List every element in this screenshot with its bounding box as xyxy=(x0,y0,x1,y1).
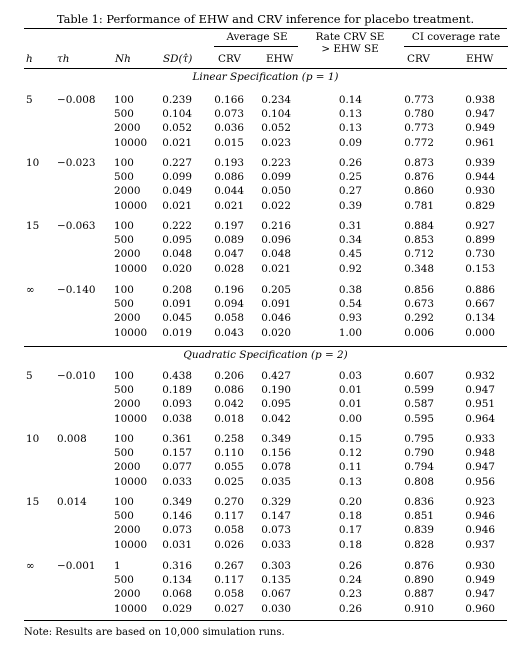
cell-crv-se: 0.073 xyxy=(214,108,244,121)
cell-ehw-se: 0.099 xyxy=(261,171,291,184)
cell-rate: 0.31 xyxy=(338,220,362,232)
cell-sd: 0.189 xyxy=(162,384,192,397)
cell-crv-se: 0.028 xyxy=(214,262,244,275)
cell-rate: 0.20 xyxy=(338,496,362,508)
cell-n: 100 xyxy=(114,220,134,232)
cell-h: 5 xyxy=(26,370,33,382)
cell-rate: 0.12 xyxy=(338,447,362,460)
cell-rate: 0.17 xyxy=(338,524,362,537)
cell-n: 10000 xyxy=(114,262,148,275)
cell-crv-se: 0.027 xyxy=(214,602,244,615)
cell-ehw-ci: 0.961 xyxy=(465,136,495,149)
cell-rate: 0.13 xyxy=(338,108,362,121)
cell-n: 2000 xyxy=(114,524,141,537)
cell-ehw-ci: 0.956 xyxy=(465,475,495,488)
cell-crv-se: 0.026 xyxy=(214,538,244,551)
cell-rate: 0.01 xyxy=(338,398,362,411)
cell-crv-se: 0.055 xyxy=(214,461,244,474)
header-sd: SD(τ̂) xyxy=(163,53,193,65)
section-rule xyxy=(24,346,507,347)
cell-h: ∞ xyxy=(26,560,35,572)
cell-ehw-ci: 0.951 xyxy=(465,398,495,411)
cell-sd: 0.222 xyxy=(162,220,192,232)
cell-ehw-ci: 0.947 xyxy=(465,384,495,397)
cell-ehw-se: 0.349 xyxy=(261,433,291,445)
cell-ehw-se: 0.042 xyxy=(261,412,291,425)
cell-ehw-ci: 0.134 xyxy=(465,312,495,325)
cmidrule-ci xyxy=(404,46,508,47)
cell-ehw-ci: 0.949 xyxy=(465,122,495,135)
cell-rate: 0.18 xyxy=(338,510,362,523)
cell-crv-ci: 0.876 xyxy=(404,560,434,572)
cell-sd: 0.033 xyxy=(162,475,192,488)
cell-crv-ci: 0.794 xyxy=(404,461,434,474)
header-n: Nh xyxy=(115,53,131,65)
cell-tau: −0.010 xyxy=(57,370,96,382)
cell-sd: 0.038 xyxy=(162,412,192,425)
cell-crv-ci: 0.853 xyxy=(404,234,434,247)
cell-ehw-ci: 0.944 xyxy=(465,171,495,184)
cell-ehw-se: 0.147 xyxy=(261,510,291,523)
header-ci-coverage: CI coverage rate xyxy=(411,31,501,43)
cell-ehw-ci: 0.000 xyxy=(465,326,495,339)
cell-rate: 0.93 xyxy=(338,312,362,325)
cell-tau: −0.140 xyxy=(57,284,96,296)
cell-ehw-ci: 0.947 xyxy=(465,588,495,601)
header-crv-se: CRV xyxy=(218,53,241,65)
cell-rate: 0.45 xyxy=(338,248,362,261)
cell-rate: 0.26 xyxy=(338,602,362,615)
cell-rate: 0.09 xyxy=(338,136,362,149)
cell-crv-ci: 0.772 xyxy=(404,136,434,149)
cell-crv-ci: 0.808 xyxy=(404,475,434,488)
cell-n: 500 xyxy=(114,574,134,587)
cell-ehw-se: 0.020 xyxy=(261,326,291,339)
cell-ehw-se: 0.046 xyxy=(261,312,291,325)
cell-ehw-ci: 0.939 xyxy=(465,157,495,169)
cell-ehw-se: 0.329 xyxy=(261,496,291,508)
cell-ehw-ci: 0.829 xyxy=(465,199,495,212)
cell-sd: 0.227 xyxy=(162,157,192,169)
header-ehw-se: EHW xyxy=(266,53,294,65)
cell-crv-ci: 0.292 xyxy=(404,312,434,325)
cell-h: ∞ xyxy=(26,284,35,296)
cell-sd: 0.146 xyxy=(162,510,192,523)
header-average-se: Average SE xyxy=(226,31,288,43)
cell-crv-ci: 0.780 xyxy=(404,108,434,121)
cell-n: 2000 xyxy=(114,398,141,411)
cell-crv-ci: 0.607 xyxy=(404,370,434,382)
cell-ehw-ci: 0.899 xyxy=(465,234,495,247)
cell-n: 10000 xyxy=(114,602,148,615)
cell-crv-se: 0.089 xyxy=(214,234,244,247)
cell-n: 2000 xyxy=(114,248,141,261)
cell-sd: 0.052 xyxy=(162,122,192,135)
cell-sd: 0.021 xyxy=(162,199,192,212)
cell-crv-se: 0.206 xyxy=(214,370,244,382)
cell-crv-se: 0.042 xyxy=(214,398,244,411)
cell-crv-ci: 0.828 xyxy=(404,538,434,551)
cell-crv-se: 0.058 xyxy=(214,524,244,537)
cell-ehw-ci: 0.930 xyxy=(465,560,495,572)
cell-ehw-se: 0.234 xyxy=(261,94,291,106)
cell-ehw-ci: 0.886 xyxy=(465,284,495,296)
cell-crv-ci: 0.587 xyxy=(404,398,434,411)
cell-crv-ci: 0.781 xyxy=(404,199,434,212)
cell-rate: 0.25 xyxy=(338,171,362,184)
cell-ehw-ci: 0.948 xyxy=(465,447,495,460)
cell-ehw-se: 0.096 xyxy=(261,234,291,247)
cell-sd: 0.049 xyxy=(162,185,192,198)
cell-sd: 0.438 xyxy=(162,370,192,382)
cell-crv-se: 0.018 xyxy=(214,412,244,425)
cell-crv-ci: 0.887 xyxy=(404,588,434,601)
cell-crv-se: 0.044 xyxy=(214,185,244,198)
cell-rate: 0.26 xyxy=(338,157,362,169)
cell-crv-ci: 0.599 xyxy=(404,384,434,397)
cell-n: 100 xyxy=(114,284,134,296)
cell-crv-se: 0.193 xyxy=(214,157,244,169)
cell-crv-ci: 0.851 xyxy=(404,510,434,523)
cell-ehw-ci: 0.932 xyxy=(465,370,495,382)
header-h: h xyxy=(26,53,33,65)
cell-crv-ci: 0.839 xyxy=(404,524,434,537)
cell-ehw-se: 0.104 xyxy=(261,108,291,121)
cell-rate: 0.23 xyxy=(338,588,362,601)
section-title: Quadratic Specification (p = 2) xyxy=(183,349,348,361)
cell-sd: 0.019 xyxy=(162,326,192,339)
cell-rate: 1.00 xyxy=(338,326,362,339)
cell-crv-se: 0.094 xyxy=(214,298,244,311)
cell-ehw-se: 0.156 xyxy=(261,447,291,460)
cell-crv-ci: 0.836 xyxy=(404,496,434,508)
cell-ehw-se: 0.048 xyxy=(261,248,291,261)
cell-rate: 0.14 xyxy=(338,94,362,106)
cell-rate: 0.18 xyxy=(338,538,362,551)
cell-rate: 0.38 xyxy=(338,284,362,296)
cell-ehw-se: 0.052 xyxy=(261,122,291,135)
cell-tau: −0.023 xyxy=(57,157,96,169)
cell-crv-se: 0.025 xyxy=(214,475,244,488)
cell-h: 15 xyxy=(26,496,40,508)
cell-crv-se: 0.267 xyxy=(214,560,244,572)
cell-crv-se: 0.117 xyxy=(214,574,244,587)
cell-ehw-se: 0.023 xyxy=(261,136,291,149)
cell-n: 500 xyxy=(114,298,134,311)
cell-ehw-se: 0.050 xyxy=(261,185,291,198)
cell-rate: 0.03 xyxy=(338,370,362,382)
header-ehw-ci: EHW xyxy=(466,53,494,65)
cell-crv-ci: 0.795 xyxy=(404,433,434,445)
cell-h: 15 xyxy=(26,220,40,232)
cell-n: 100 xyxy=(114,370,134,382)
cell-crv-ci: 0.873 xyxy=(404,157,434,169)
cell-n: 10000 xyxy=(114,136,148,149)
cell-ehw-ci: 0.933 xyxy=(465,433,495,445)
cell-crv-ci: 0.860 xyxy=(404,185,434,198)
cell-ehw-se: 0.022 xyxy=(261,199,291,212)
cell-rate: 0.13 xyxy=(338,475,362,488)
cell-rate: 0.39 xyxy=(338,199,362,212)
cell-sd: 0.361 xyxy=(162,433,192,445)
cell-sd: 0.077 xyxy=(162,461,192,474)
cell-crv-ci: 0.890 xyxy=(404,574,434,587)
cell-h: 5 xyxy=(26,94,33,106)
cell-crv-se: 0.086 xyxy=(214,171,244,184)
cell-tau: 0.014 xyxy=(57,496,87,508)
cell-ehw-se: 0.078 xyxy=(261,461,291,474)
cell-tau: 0.008 xyxy=(57,433,87,445)
cell-ehw-se: 0.216 xyxy=(261,220,291,232)
cell-ehw-ci: 0.937 xyxy=(465,538,495,551)
cell-ehw-ci: 0.946 xyxy=(465,524,495,537)
cell-ehw-se: 0.205 xyxy=(261,284,291,296)
cell-rate: 0.92 xyxy=(338,262,362,275)
cmidrule-average-se xyxy=(214,46,298,47)
cell-sd: 0.029 xyxy=(162,602,192,615)
cell-crv-se: 0.058 xyxy=(214,312,244,325)
cell-sd: 0.316 xyxy=(162,560,192,572)
cell-ehw-ci: 0.938 xyxy=(465,94,495,106)
cell-tau: −0.063 xyxy=(57,220,96,232)
cell-n: 1 xyxy=(114,560,121,572)
cell-n: 100 xyxy=(114,94,134,106)
cell-rate: 0.00 xyxy=(338,412,362,425)
cell-n: 100 xyxy=(114,496,134,508)
cell-crv-ci: 0.348 xyxy=(404,262,434,275)
cell-crv-se: 0.196 xyxy=(214,284,244,296)
cell-sd: 0.031 xyxy=(162,538,192,551)
cell-crv-se: 0.058 xyxy=(214,588,244,601)
cell-n: 10000 xyxy=(114,475,148,488)
header-tau: τh xyxy=(57,53,70,65)
cell-sd: 0.020 xyxy=(162,262,192,275)
cell-sd: 0.045 xyxy=(162,312,192,325)
cell-sd: 0.239 xyxy=(162,94,192,106)
cell-n: 2000 xyxy=(114,122,141,135)
cell-ehw-ci: 0.153 xyxy=(465,262,495,275)
cell-ehw-se: 0.073 xyxy=(261,524,291,537)
cell-sd: 0.073 xyxy=(162,524,192,537)
cell-ehw-ci: 0.947 xyxy=(465,108,495,121)
cell-n: 100 xyxy=(114,157,134,169)
cell-ehw-se: 0.223 xyxy=(261,157,291,169)
cell-ehw-ci: 0.923 xyxy=(465,496,495,508)
cell-n: 500 xyxy=(114,108,134,121)
cell-sd: 0.104 xyxy=(162,108,192,121)
cell-ehw-se: 0.067 xyxy=(261,588,291,601)
cell-sd: 0.099 xyxy=(162,171,192,184)
cell-sd: 0.134 xyxy=(162,574,192,587)
cell-ehw-se: 0.021 xyxy=(261,262,291,275)
cell-crv-se: 0.086 xyxy=(214,384,244,397)
cell-crv-ci: 0.773 xyxy=(404,122,434,135)
header-rate-line2: > EHW SE xyxy=(321,43,379,55)
cell-crv-se: 0.036 xyxy=(214,122,244,135)
cell-ehw-se: 0.033 xyxy=(261,538,291,551)
cell-crv-ci: 0.856 xyxy=(404,284,434,296)
cell-ehw-se: 0.030 xyxy=(261,602,291,615)
cell-rate: 0.34 xyxy=(338,234,362,247)
cell-n: 10000 xyxy=(114,412,148,425)
cell-ehw-se: 0.190 xyxy=(261,384,291,397)
bottom-rule xyxy=(24,620,507,621)
cell-n: 500 xyxy=(114,447,134,460)
cell-crv-ci: 0.773 xyxy=(404,94,434,106)
cell-crv-se: 0.015 xyxy=(214,136,244,149)
cell-ehw-ci: 0.960 xyxy=(465,602,495,615)
cell-rate: 0.15 xyxy=(338,433,362,445)
cell-crv-se: 0.197 xyxy=(214,220,244,232)
cell-crv-ci: 0.006 xyxy=(404,326,434,339)
cell-ehw-ci: 0.949 xyxy=(465,574,495,587)
cell-crv-ci: 0.595 xyxy=(404,412,434,425)
cell-n: 500 xyxy=(114,384,134,397)
cell-tau: −0.001 xyxy=(57,560,96,572)
cell-n: 10000 xyxy=(114,199,148,212)
cell-n: 2000 xyxy=(114,588,141,601)
cell-ehw-se: 0.135 xyxy=(261,574,291,587)
header-rate-line1: Rate CRV SE xyxy=(315,31,385,43)
cell-n: 500 xyxy=(114,234,134,247)
cell-sd: 0.157 xyxy=(162,447,192,460)
cell-h: 10 xyxy=(26,433,40,445)
cell-crv-ci: 0.790 xyxy=(404,447,434,460)
cell-ehw-ci: 0.730 xyxy=(465,248,495,261)
cell-crv-ci: 0.673 xyxy=(404,298,434,311)
cell-rate: 0.26 xyxy=(338,560,362,572)
cell-n: 2000 xyxy=(114,461,141,474)
cell-ehw-ci: 0.927 xyxy=(465,220,495,232)
cell-n: 100 xyxy=(114,433,134,445)
cell-ehw-se: 0.091 xyxy=(261,298,291,311)
cell-h: 10 xyxy=(26,157,40,169)
cell-crv-ci: 0.884 xyxy=(404,220,434,232)
cell-n: 10000 xyxy=(114,538,148,551)
cell-crv-se: 0.270 xyxy=(214,496,244,508)
cell-n: 500 xyxy=(114,171,134,184)
cell-n: 500 xyxy=(114,510,134,523)
cell-crv-se: 0.047 xyxy=(214,248,244,261)
cell-sd: 0.091 xyxy=(162,298,192,311)
cell-rate: 0.11 xyxy=(338,461,362,474)
cell-crv-ci: 0.712 xyxy=(404,248,434,261)
cell-crv-ci: 0.910 xyxy=(404,602,434,615)
cell-ehw-se: 0.095 xyxy=(261,398,291,411)
cell-ehw-ci: 0.667 xyxy=(465,298,495,311)
cell-rate: 0.24 xyxy=(338,574,362,587)
table-caption: Table 1: Performance of EHW and CRV inference for placebo treatment. xyxy=(56,12,475,26)
cell-crv-se: 0.258 xyxy=(214,433,244,445)
cell-rate: 0.01 xyxy=(338,384,362,397)
cell-sd: 0.208 xyxy=(162,284,192,296)
cell-rate: 0.27 xyxy=(338,185,362,198)
cell-crv-se: 0.110 xyxy=(214,447,244,460)
section-title: Linear Specification (p = 1) xyxy=(192,71,339,83)
cell-sd: 0.093 xyxy=(162,398,192,411)
cell-ehw-se: 0.303 xyxy=(261,560,291,572)
cell-crv-se: 0.166 xyxy=(214,94,244,106)
cell-sd: 0.068 xyxy=(162,588,192,601)
top-rule xyxy=(24,28,507,29)
cell-ehw-ci: 0.947 xyxy=(465,461,495,474)
cell-crv-se: 0.021 xyxy=(214,199,244,212)
cell-crv-se: 0.117 xyxy=(214,510,244,523)
cell-ehw-se: 0.427 xyxy=(261,370,291,382)
cell-ehw-ci: 0.930 xyxy=(465,185,495,198)
header-rule xyxy=(24,68,507,69)
cell-sd: 0.048 xyxy=(162,248,192,261)
table-note: Note: Results are based on 10,000 simulation runs. xyxy=(24,627,285,638)
cell-n: 2000 xyxy=(114,185,141,198)
cell-sd: 0.095 xyxy=(162,234,192,247)
header-crv-ci: CRV xyxy=(407,53,430,65)
cell-crv-se: 0.043 xyxy=(214,326,244,339)
cell-ehw-se: 0.035 xyxy=(261,475,291,488)
cell-crv-ci: 0.876 xyxy=(404,171,434,184)
cell-rate: 0.13 xyxy=(338,122,362,135)
cell-sd: 0.349 xyxy=(162,496,192,508)
cell-n: 10000 xyxy=(114,326,148,339)
cell-rate: 0.54 xyxy=(338,298,362,311)
cell-tau: −0.008 xyxy=(57,94,96,106)
cell-sd: 0.021 xyxy=(162,136,192,149)
cell-ehw-ci: 0.964 xyxy=(465,412,495,425)
cell-ehw-ci: 0.946 xyxy=(465,510,495,523)
cell-n: 2000 xyxy=(114,312,141,325)
